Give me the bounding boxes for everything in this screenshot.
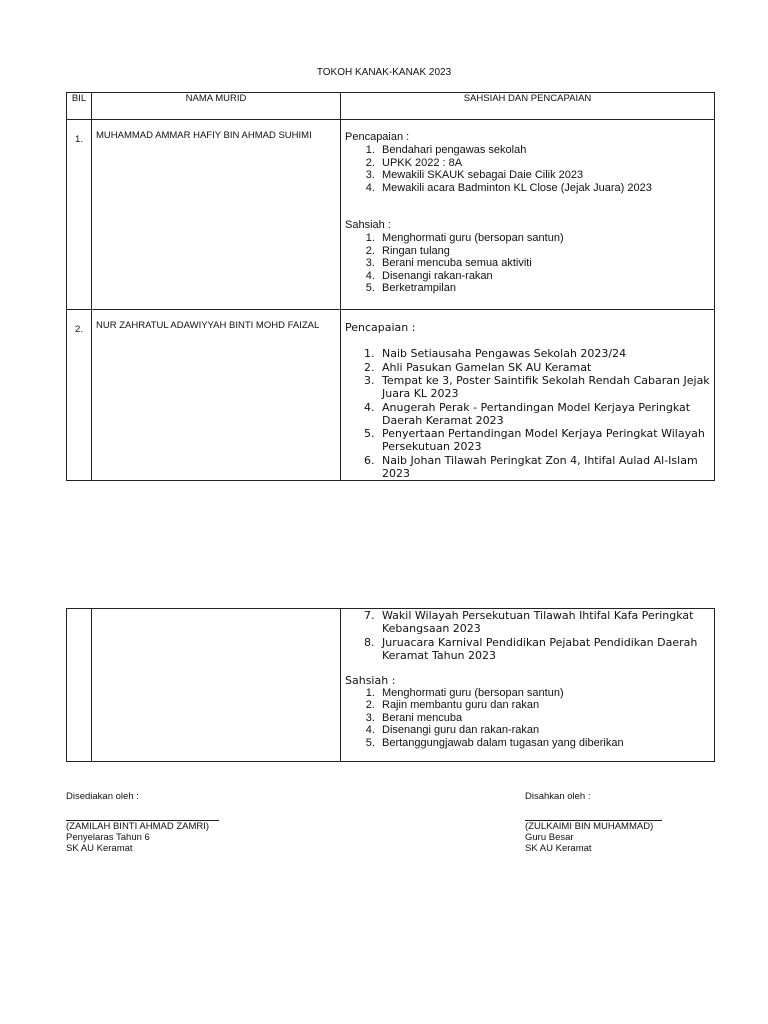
student-name: NUR ZAHRATUL ADAWIYYAH BINTI MOHD FAIZAL bbox=[92, 310, 341, 481]
sahsiah-label: Sahsiah : bbox=[345, 219, 391, 231]
list-item: 2. Ahli Pasukan Gamelan SK AU Keramat bbox=[378, 361, 710, 374]
document-title: TOKOH KANAK-KANAK 2023 bbox=[316, 67, 452, 78]
row-number: 1. bbox=[67, 120, 92, 310]
signature-approved-by bbox=[525, 791, 662, 854]
student-name-empty bbox=[92, 609, 341, 762]
preparer-name: (ZAMILAH BINTI AHMAD ZAMRI) bbox=[66, 821, 210, 832]
sahsiah-list bbox=[345, 687, 710, 750]
list-item: 3. Berani mencuba bbox=[378, 712, 710, 725]
pencapaian-list bbox=[345, 144, 710, 194]
preparer-position: Penyelaras Tahun 6 bbox=[66, 832, 150, 843]
list-item: 1. Bendahari pengawas sekolah bbox=[378, 144, 710, 157]
list-item: 3. Berani mencuba semua aktiviti bbox=[378, 257, 710, 270]
achievements-cell bbox=[341, 310, 715, 481]
approver-name: (ZULKAIMI BIN MUHAMMAD) bbox=[525, 821, 654, 832]
pencapaian-label: Pencapaian : bbox=[345, 321, 416, 334]
students-table bbox=[66, 92, 715, 481]
student-name: MUHAMMAD AMMAR HAFIY BIN AHMAD SUHIMI bbox=[92, 120, 341, 310]
preparer-school: SK AU Keramat bbox=[66, 843, 133, 854]
prepared-by-label: Disediakan oleh : bbox=[66, 791, 139, 802]
approved-by-label: Disahkan oleh : bbox=[525, 791, 591, 802]
row-number-empty bbox=[67, 609, 92, 762]
signature-prepared-by bbox=[66, 791, 219, 854]
achievements-cell-continued bbox=[341, 609, 715, 762]
row-number: 2. bbox=[67, 310, 92, 481]
table-header-row bbox=[67, 93, 715, 120]
list-item: 4. Mewakili acara Badminton KL Close (Jejak Juara) 2023 bbox=[378, 182, 710, 195]
list-item: 1. Menghormati guru (bersopan santun) bbox=[378, 232, 710, 245]
header-sahsiah-pencapaian: SAHSIAH DAN PENCAPAIAN bbox=[341, 93, 715, 120]
list-item: 4. Disenangi rakan-rakan bbox=[378, 270, 710, 283]
list-item: 2. UPKK 2022 : 8A bbox=[378, 157, 710, 170]
list-item: 4. Disenangi guru dan rakan-rakan bbox=[378, 724, 710, 737]
list-item: 5. Penyertaan Pertandingan Model Kerjaya Peringkat Wilayah Persekutuan 2023 bbox=[378, 427, 710, 453]
list-item: 6. Naib Johan Tilawah Peringkat Zon 4, Ihtifal Aulad Al-Islam 2023 bbox=[378, 454, 710, 480]
list-item: 3. Mewakili SKAUK sebagai Daie Cilik 2023 bbox=[378, 169, 710, 182]
students-table-continued bbox=[66, 608, 715, 762]
list-item: 5. Berketrampilan bbox=[378, 282, 710, 295]
table-row bbox=[67, 120, 715, 310]
list-item: 1. Naib Setiausaha Pengawas Sekolah 2023/24 bbox=[378, 347, 710, 360]
pencapaian-list bbox=[345, 347, 710, 480]
list-item: 3. Tempat ke 3, Poster Saintifik Sekolah Rendah Cabaran Jejak Juara KL 2023 bbox=[378, 374, 710, 400]
pencapaian-label: Pencapaian : bbox=[345, 131, 410, 143]
list-item: 2. Rajin membantu guru dan rakan bbox=[378, 699, 710, 712]
achievements-cell bbox=[341, 120, 715, 310]
list-item: 1. Menghormati guru (bersopan santun) bbox=[378, 687, 710, 700]
header-bil: BIL bbox=[67, 93, 92, 120]
approver-position: Guru Besar bbox=[525, 832, 574, 843]
sahsiah-label: Sahsiah : bbox=[345, 673, 396, 687]
list-item: 5. Bertanggungjawab dalam tugasan yang diberikan bbox=[378, 737, 710, 750]
list-item: 8. Juruacara Karnival Pendidikan Pejabat Pendidikan Daerah Keramat Tahun 2023 bbox=[378, 636, 710, 662]
pencapaian-list-continued bbox=[345, 609, 710, 662]
header-nama-murid: NAMA MURID bbox=[92, 93, 341, 120]
table-row bbox=[67, 609, 715, 762]
sahsiah-list bbox=[345, 232, 710, 295]
table-row bbox=[67, 310, 715, 481]
list-item: 7. Wakil Wilayah Persekutuan Tilawah Ihtifal Kafa Peringkat Kebangsaan 2023 bbox=[378, 609, 710, 635]
list-item: 2. Ringan tulang bbox=[378, 245, 710, 258]
approver-school: SK AU Keramat bbox=[525, 843, 592, 854]
list-item: 4. Anugerah Perak - Pertandingan Model Kerjaya Peringkat Daerah Keramat 2023 bbox=[378, 401, 710, 427]
